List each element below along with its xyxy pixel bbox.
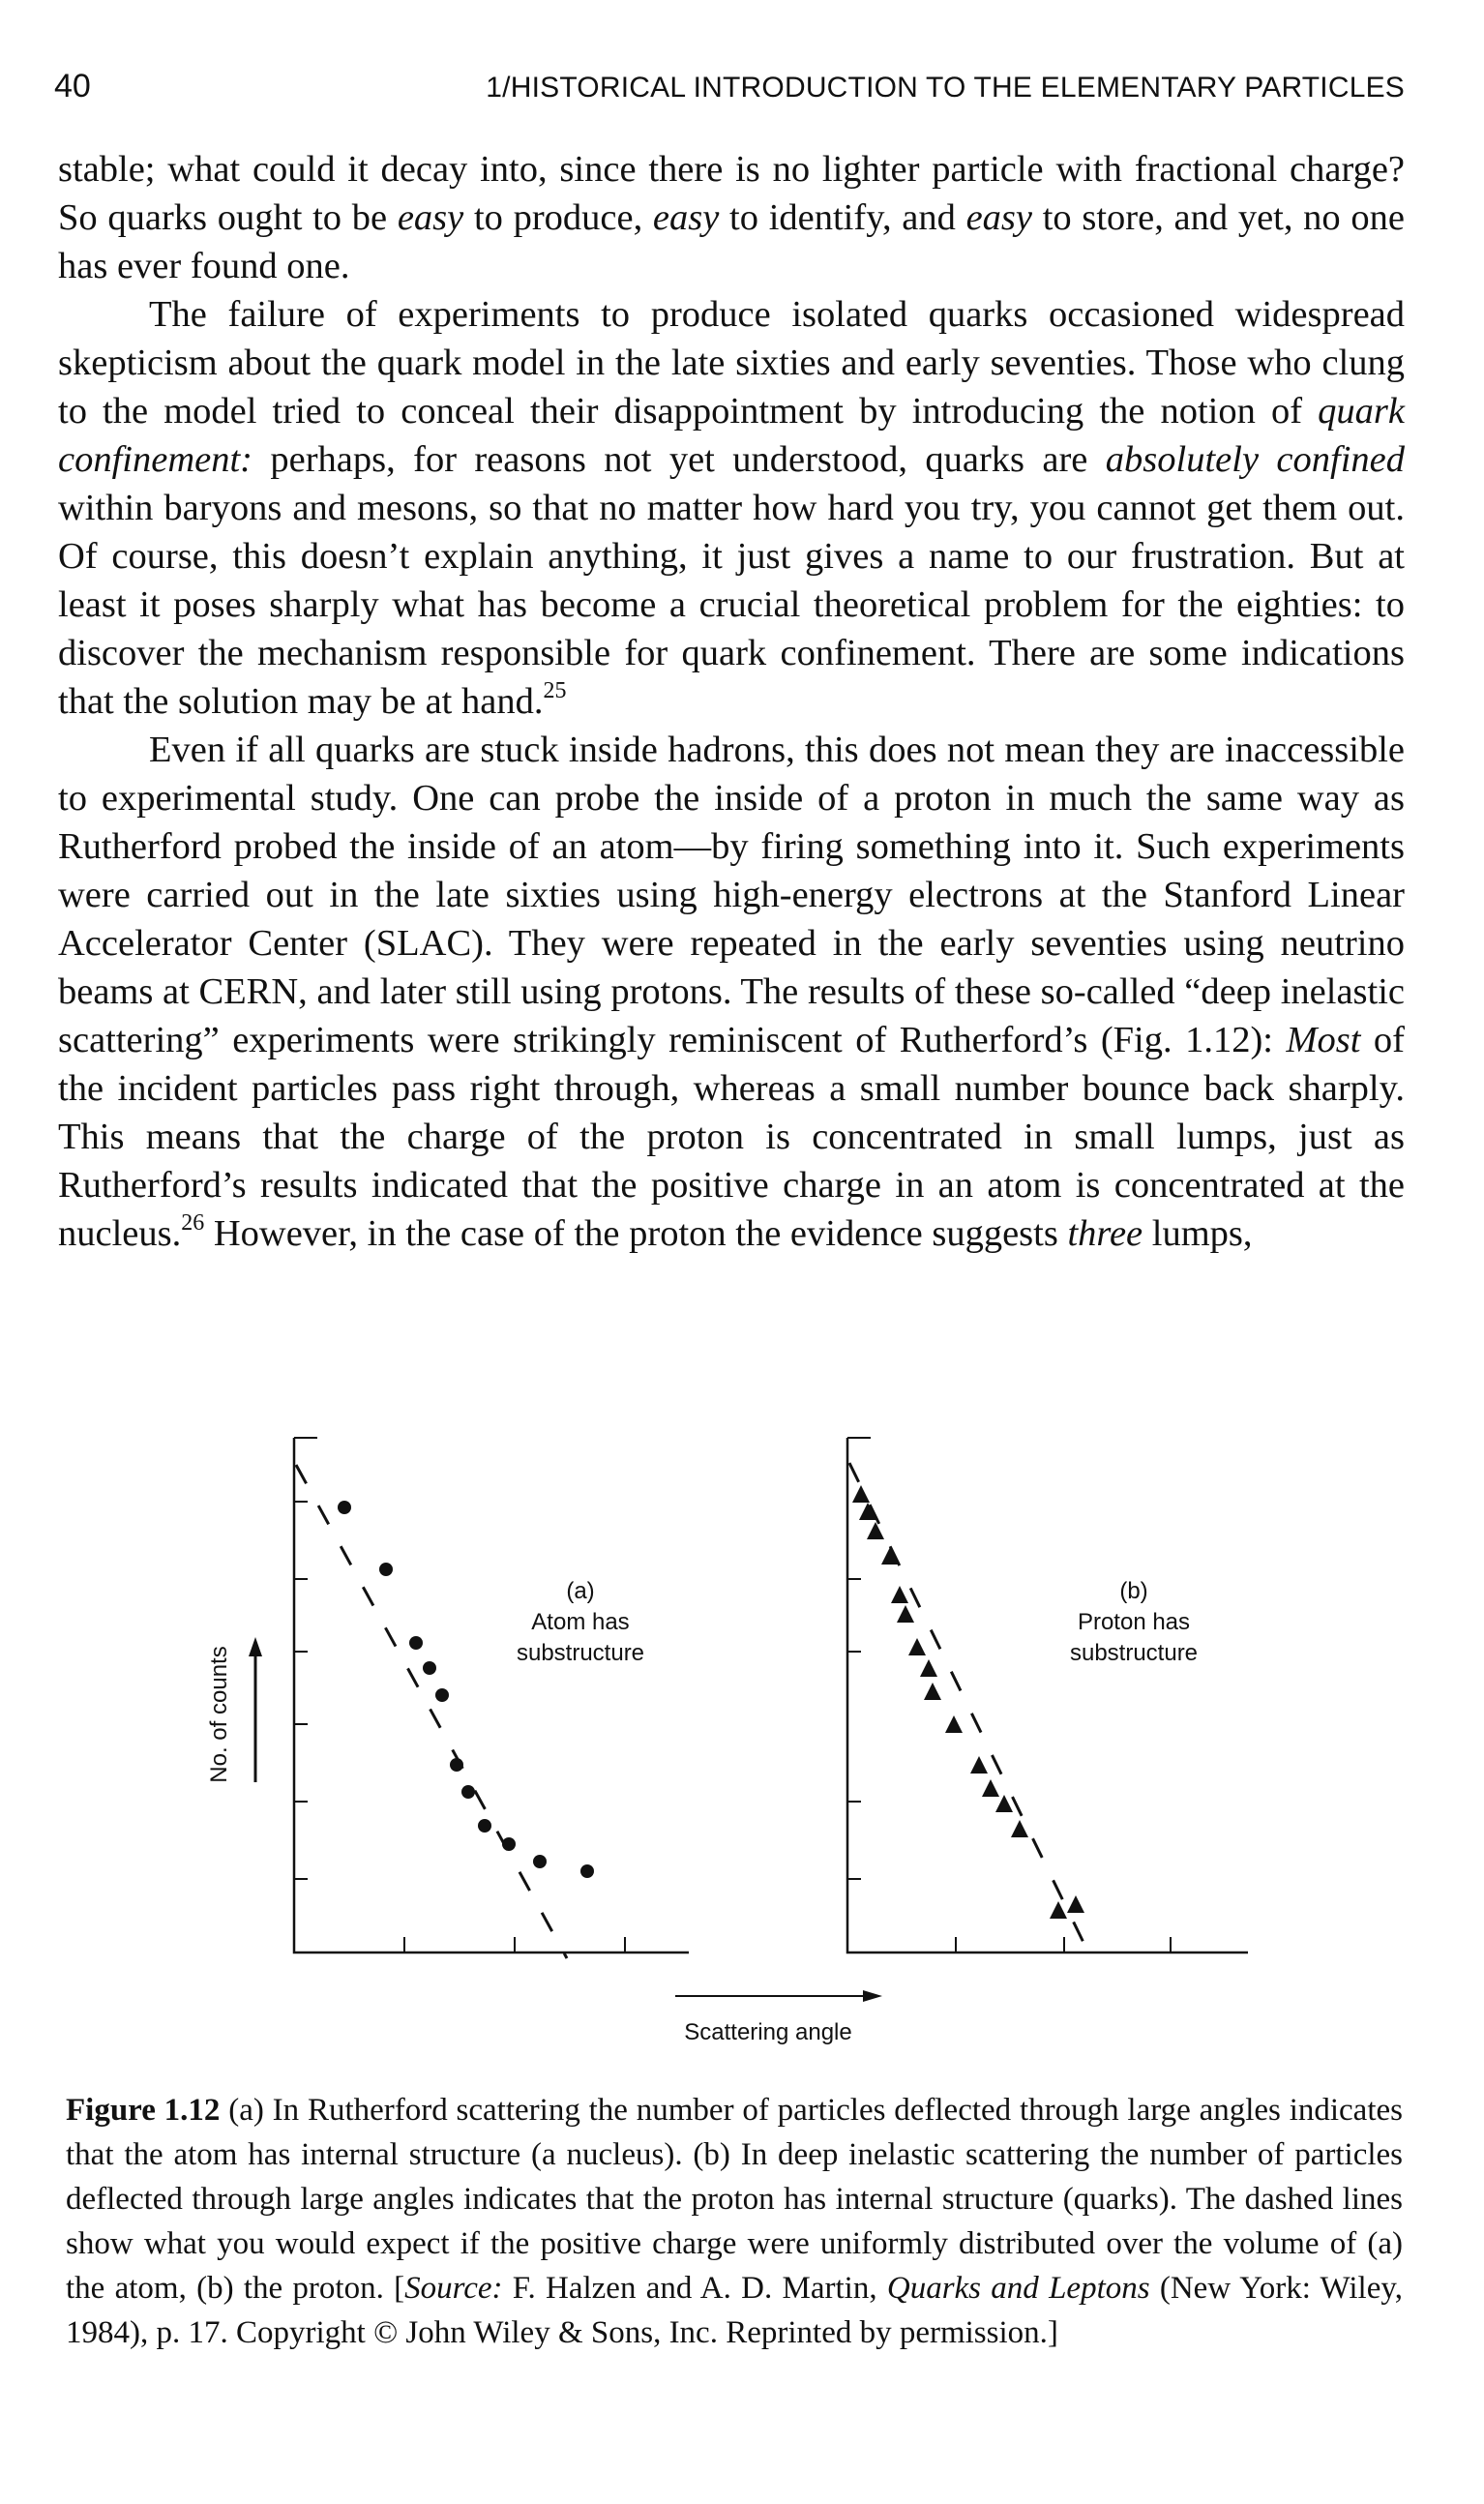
text-run: Even if all quarks are stuck inside hadrons, this does not mean they are inaccessible to experimental study. One can probe the inside of a proton in much the same way as Rutherford probed the inside of an atom—by firing something into it. Such experiments were carried out in the late sixties using high-energy electrons at the Stanford Linear Accelerator Center (SLAC). They were repeated in the early seventies using neutrino beams at CERN, and later still using protons. The results of these so-called “deep inelastic scattering” experiments were strikingly reminiscent of Rutherford’s (Fig. 1.12): [58, 730, 1405, 1060]
panel-a [294, 1438, 689, 1958]
data-point-triangle [908, 1638, 926, 1655]
panel-a-axes [294, 1438, 689, 1953]
text-run: within baryons and mesons, so that no matter how hard you try, you cannot get them out. Of course, this doesn’t explain anything, it just gives a name to our frustration. But at least it poses sharply what has become a crucial theoretical problem for the eighties: to discover the mechanism responsible for quark confinement. There are some indications that the solution may be at hand. [58, 488, 1405, 722]
book-title: Quarks and Leptons [886, 2271, 1150, 2306]
panel-b-label-2: Proton has [1077, 1609, 1191, 1635]
text-run: to produce, [463, 197, 653, 238]
caption-text [66, 2088, 1403, 2355]
emphasis: easy [652, 197, 720, 238]
text-run: of the incident particles pass right through, whereas a small number bounce back sharply. This means that the charge of the proton is concentrated in small lumps, just as Rutherford’s results indicated that the positive charge in an atom is concentrated at the nucleus. [58, 1020, 1405, 1254]
data-point-dot [502, 1837, 516, 1851]
data-point-triangle [1067, 1895, 1084, 1913]
paragraph-3 [58, 726, 1405, 1258]
data-point-dot [435, 1688, 449, 1702]
data-point-triangle [945, 1715, 963, 1733]
running-title: 1/HISTORICAL INTRODUCTION TO THE ELEMENTARY PARTICLES [486, 72, 1405, 104]
data-point-dot [409, 1636, 423, 1650]
data-point-dot [338, 1501, 351, 1514]
text-run: The failure of experiments to produce isolated quarks occasioned widespread skepticism about the quark model in the late sixties and early seventies. Those who clung to the model tried to conceal their disappointment by introducing the notion of [58, 294, 1405, 432]
data-point-triangle [1050, 1901, 1067, 1919]
panel-b-label-3: substructure [1069, 1640, 1199, 1666]
emphasis: easy [397, 197, 464, 238]
panel-b-dashed-expectation [849, 1463, 1091, 1958]
text-run: However, in the case of the proton the evidence suggests [204, 1213, 1068, 1254]
text-run: (a) In Rutherford scattering the number of particles deflected through large angles indicates that the atom has internal structure (a nucleus). (b) In deep inelastic scattering the number of particles deflected through large angles indicates that the proton has internal structure (quarks). The dashed lines show what you would expect if the positive charge were uniformly distributed over the volume of (a) the atom, (b) the proton. [ [66, 2093, 1403, 2306]
figure-caption [66, 2088, 1403, 2355]
footnote-ref-25: 25 [543, 678, 567, 704]
data-point-triangle [852, 1485, 870, 1503]
data-point-triangle [897, 1605, 914, 1623]
body-text [58, 145, 1405, 1258]
y-axis-label: No. of counts [206, 1646, 232, 1783]
data-point-triangle [920, 1659, 937, 1677]
panel-a-label-3: substructure [516, 1640, 645, 1666]
panel-b-label-1: (b) [1119, 1578, 1148, 1604]
emphasis: easy [965, 197, 1032, 238]
data-point-triangle [995, 1795, 1013, 1812]
panel-a-dashed-expectation [296, 1465, 567, 1958]
data-point-dot [379, 1563, 393, 1576]
data-point-triangle [1011, 1820, 1028, 1837]
panel-a-label-1: (a) [566, 1578, 595, 1604]
text-run: (New York: Wiley, 1984), p. 17. Copyright © John Wiley & Sons, Inc. Reprinted by permission.] [66, 2271, 1403, 2350]
page-number: 40 [54, 68, 91, 104]
text-run: to identify, and [719, 197, 966, 238]
data-point-triangle [970, 1756, 988, 1774]
text-run: to store, and yet, no one has ever found one. [58, 197, 1405, 286]
data-point-triangle [891, 1586, 908, 1603]
panel-b-data-points [852, 1485, 1084, 1919]
data-point-dot [461, 1785, 475, 1799]
running-head [54, 68, 1405, 116]
paragraph-1 [58, 145, 1405, 290]
x-axis-label: Scattering angle [684, 2019, 852, 2045]
data-point-dot [450, 1758, 463, 1772]
emphasis: absolutely confined [1105, 439, 1405, 480]
panel-b [847, 1438, 1248, 1958]
footnote-ref-26: 26 [181, 1210, 205, 1237]
emphasis: Source: [404, 2271, 503, 2306]
text-run: perhaps, for reasons not yet understood, quarks are [252, 439, 1106, 480]
panel-b-axes [847, 1438, 1248, 1953]
text-run: stable; what could it decay into, since there is no lighter particle with fractional charge? So quarks ought to be [58, 149, 1405, 238]
caption-figure-label: Figure 1.12 [66, 2093, 221, 2128]
data-point-dot [423, 1661, 436, 1675]
emphasis: Most [1286, 1020, 1361, 1060]
data-point-dot [533, 1855, 547, 1868]
data-point-dot [478, 1819, 491, 1833]
data-point-triangle [982, 1779, 999, 1797]
panel-a-data-points [338, 1501, 594, 1878]
data-point-triangle [924, 1683, 941, 1700]
data-point-dot [580, 1864, 594, 1878]
data-point-triangle [867, 1522, 884, 1539]
figure-1-12 [155, 1415, 1316, 2082]
x-arrow-head [863, 1990, 882, 2002]
text-run: F. Halzen and A. D. Martin, [502, 2271, 887, 2306]
text-run: lumps, [1143, 1213, 1253, 1254]
y-arrow-head [249, 1637, 262, 1656]
emphasis: three [1067, 1213, 1143, 1254]
emphasis: quark confinement: [58, 391, 1405, 480]
scattering-figure [155, 1415, 1316, 2082]
panel-a-label-2: Atom has [531, 1609, 630, 1635]
paragraph-2 [58, 290, 1405, 726]
